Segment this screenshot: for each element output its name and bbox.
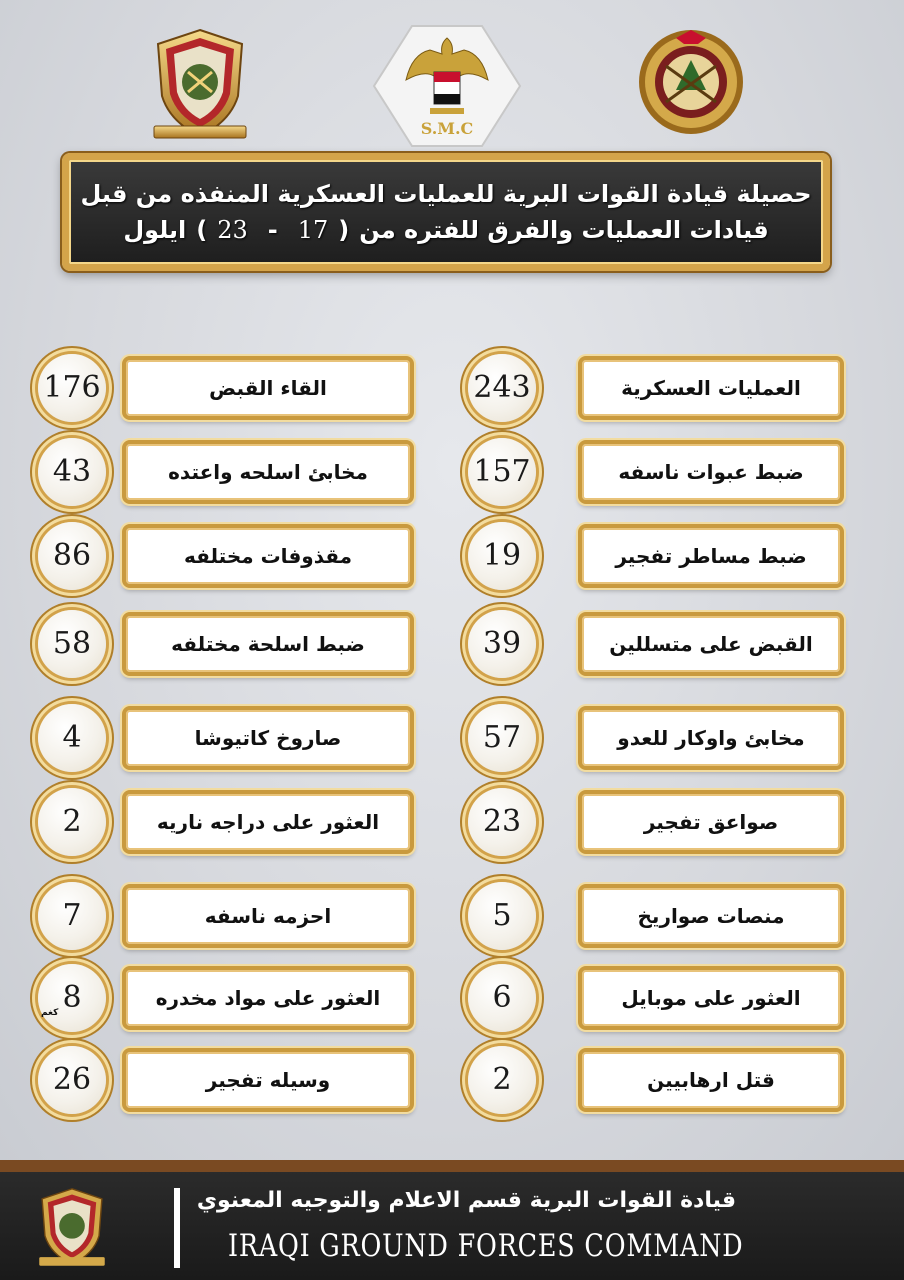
footer-strip xyxy=(0,1160,904,1172)
stat-label: القاء القبض xyxy=(209,376,327,400)
stat-value: 6 xyxy=(492,980,512,1015)
left-stat-row xyxy=(36,440,420,504)
right-stat-row xyxy=(462,524,846,588)
stat-value-badge xyxy=(468,964,536,1032)
stat-label: القبض على متسللين xyxy=(609,632,813,656)
stat-label: ضبط اسلحة مختلفه xyxy=(171,632,365,656)
stat-value-badge xyxy=(468,788,536,856)
title-line-2-prefix: قيادات العمليات والفرق للفتره من xyxy=(359,216,769,244)
stat-value-badge xyxy=(38,1046,106,1114)
title-banner xyxy=(62,153,830,271)
stat-label: مقذوفات مختلفه xyxy=(183,544,353,568)
stat-label-box xyxy=(578,440,844,504)
right-stat-row xyxy=(462,612,846,676)
stat-value-badge xyxy=(38,438,106,506)
iraq-eagle-emblem-icon xyxy=(372,24,522,148)
stat-value-badge xyxy=(468,522,536,590)
stat-label-box xyxy=(122,356,414,420)
right-stat-row xyxy=(462,884,846,948)
stat-value-badge xyxy=(38,882,106,950)
stat-label-box xyxy=(578,790,844,854)
stat-label: ضبط مساطر تفجير xyxy=(615,544,807,568)
stat-label: وسيله تفجير xyxy=(205,1068,331,1092)
left-stat-row xyxy=(36,1048,420,1112)
footer-emblem-icon xyxy=(36,1186,108,1270)
stat-value: 176 xyxy=(43,370,101,405)
title-open-paren: ( xyxy=(338,216,350,244)
stat-label-box xyxy=(578,356,844,420)
stat-label-box xyxy=(578,884,844,948)
title-line-2 xyxy=(123,212,768,248)
stat-label: صاروخ كاتيوشا xyxy=(194,726,342,750)
left-stat-row xyxy=(36,524,420,588)
stat-value: 157 xyxy=(473,454,531,489)
stat-label-box xyxy=(578,612,844,676)
stat-label-box xyxy=(122,790,414,854)
stat-label: منصات صواريخ xyxy=(637,904,785,928)
stat-label: قتل ارهابيين xyxy=(647,1068,775,1092)
footer-divider xyxy=(174,1188,180,1268)
stat-label-box xyxy=(578,1048,844,1112)
title-line-1: حصيلة قيادة القوات البرية للعمليات العسكرية المنفذه من قبل xyxy=(80,180,812,208)
stat-value-badge xyxy=(468,882,536,950)
stat-label-box xyxy=(122,884,414,948)
right-stat-row xyxy=(462,706,846,770)
stat-label: العثور على موبايل xyxy=(621,986,801,1010)
right-stat-row xyxy=(462,966,846,1030)
stat-value-badge xyxy=(468,438,536,506)
stat-label-box xyxy=(122,966,414,1030)
stat-label-box xyxy=(122,612,414,676)
footer xyxy=(0,1172,904,1280)
stat-value-badge xyxy=(38,522,106,590)
stat-value: 57 xyxy=(482,720,522,755)
title-dash: - xyxy=(267,216,278,244)
stat-label-box xyxy=(578,966,844,1030)
stat-label: مخابئ واوكار للعدو xyxy=(617,726,805,750)
left-stat-row xyxy=(36,612,420,676)
stat-label-box xyxy=(578,706,844,770)
stat-value-badge xyxy=(38,964,106,1032)
right-stat-row xyxy=(462,1048,846,1112)
right-stat-row xyxy=(462,356,846,420)
stat-value: 243 xyxy=(473,370,531,405)
left-stat-row xyxy=(36,884,420,948)
right-stat-row xyxy=(462,790,846,854)
stat-value: 5 xyxy=(492,898,512,933)
stat-value: 2 xyxy=(62,804,82,839)
stat-value-badge xyxy=(38,354,106,422)
stat-value: 58 xyxy=(52,626,92,661)
stat-label-box xyxy=(122,524,414,588)
title-from-day: 17 xyxy=(297,216,329,244)
stat-label-box xyxy=(122,440,414,504)
stat-label: العثور على مواد مخدره xyxy=(155,986,381,1010)
stat-label: احزمه ناسفه xyxy=(204,904,332,928)
right-stat-row xyxy=(462,440,846,504)
ground-forces-emblem-icon xyxy=(150,26,250,144)
title-month: ايلول xyxy=(123,216,187,244)
stat-value: 23 xyxy=(482,804,522,839)
stat-value-badge xyxy=(38,704,106,772)
footer-english-text: IRAQI GROUND FORCES COMMAND xyxy=(228,1228,744,1264)
stat-value: 4 xyxy=(62,720,82,755)
center-logo-text: S.M.C xyxy=(420,119,474,138)
stat-label: ضبط عبوات ناسفه xyxy=(618,460,804,484)
stat-label-box xyxy=(578,524,844,588)
left-stat-row xyxy=(36,966,420,1030)
stat-value: 7 xyxy=(62,898,82,933)
title-close-paren: ) xyxy=(196,216,208,244)
footer-arabic-text: قيادة القوات البرية قسم الاعلام والتوجيه المعنوي xyxy=(196,1188,736,1213)
stat-value-badge xyxy=(468,1046,536,1114)
army-seal-emblem-icon xyxy=(636,26,746,138)
left-stat-row xyxy=(36,356,420,420)
stat-value-badge xyxy=(38,788,106,856)
stat-value: 2 xyxy=(492,1062,512,1097)
stat-label: مخابئ اسلحه واعتده xyxy=(168,460,368,484)
stat-value-badge xyxy=(468,610,536,678)
stat-value: 43 xyxy=(52,454,92,489)
left-stat-row xyxy=(36,706,420,770)
stat-label-box xyxy=(122,1048,414,1112)
stat-value-badge xyxy=(468,704,536,772)
stat-value-badge xyxy=(468,354,536,422)
stat-value: 26 xyxy=(52,1062,92,1097)
stat-unit: كغم xyxy=(41,1008,59,1018)
stat-value: 19 xyxy=(482,538,522,573)
stat-value: 39 xyxy=(482,626,522,661)
stat-label: العثور على دراجه ناريه xyxy=(156,810,380,834)
title-to-day: 23 xyxy=(217,216,248,244)
stat-value-badge xyxy=(38,610,106,678)
stat-label: صواعق تفجير xyxy=(643,810,779,834)
stat-label: العمليات العسكرية xyxy=(621,376,801,400)
left-stat-row xyxy=(36,790,420,854)
stat-label-box xyxy=(122,706,414,770)
stat-value: 8 xyxy=(62,980,82,1015)
stat-value: 86 xyxy=(52,538,92,573)
